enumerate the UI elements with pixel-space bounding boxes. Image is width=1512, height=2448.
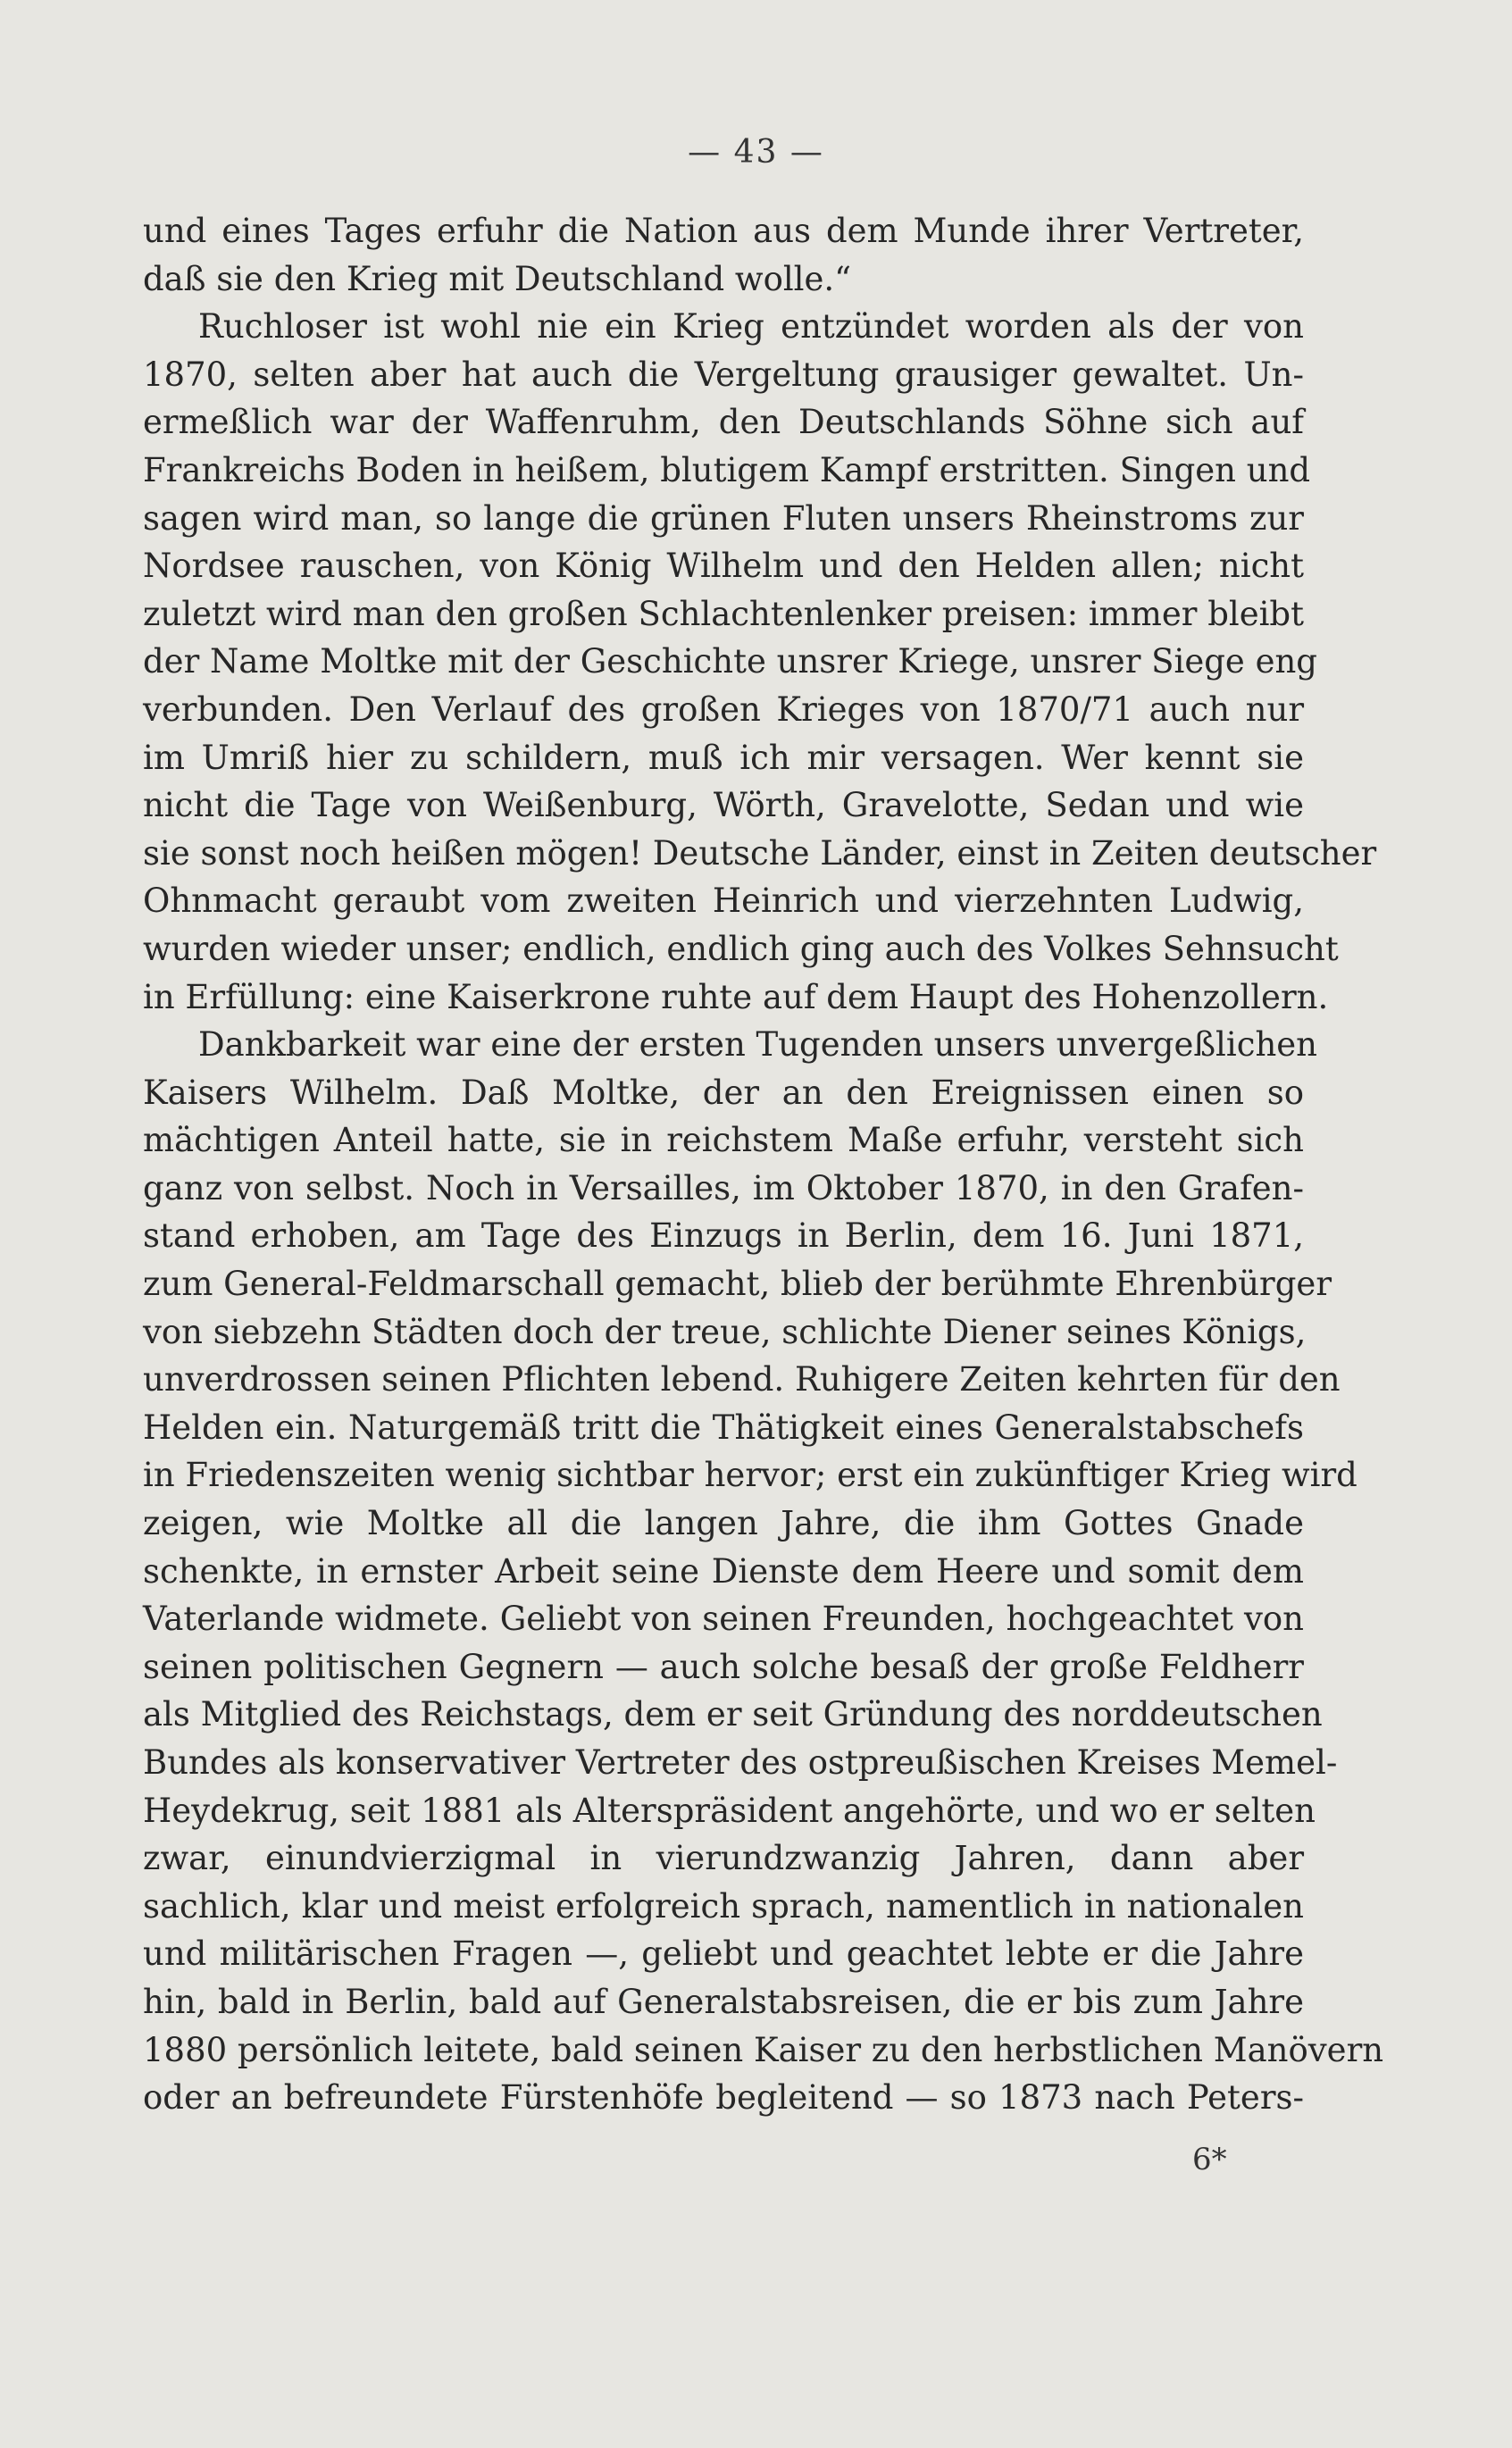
- text-line: sachlich, klar und meist erfolgreich sprach, namentlich in nationalen: [143, 1886, 1304, 1926]
- text-line: Kaisers Wilhelm. Daß Moltke, der an den Ereignissen einen so: [143, 1073, 1304, 1112]
- body-text: [143, 207, 1384, 2122]
- text-line: in Friedenszeiten wenig sichtbar hervor; erst ein zukünftiger Krieg wird: [143, 1456, 1357, 1495]
- text-line: verbunden. Den Verlauf des großen Krieges von 1870/71 auch nur: [143, 689, 1304, 729]
- text-line: mächtigen Anteil hatte, sie in reichstem Maße erfuhr, versteht sich: [143, 1121, 1304, 1160]
- text-line: Helden ein. Naturgemäß tritt die Thätigkeit eines Generalstabschefs: [143, 1408, 1304, 1447]
- text-line: Dankbarkeit war eine der ersten Tugenden unsers unvergeßlichen: [198, 1025, 1317, 1065]
- text-line: Nordsee rauschen, von König Wilhelm und den Helden allen; nicht: [143, 547, 1304, 586]
- text-line: Vaterlande widmete. Geliebt von seinen Freunden, hochgeachtet von: [143, 1600, 1304, 1639]
- text-line: Heydekrug, seit 1881 als Alterspräsident angehörte, und wo er selten: [143, 1791, 1316, 1830]
- text-line: zum General-Feldmarschall gemacht, blieb der berühmte Ehrenbürger: [143, 1265, 1332, 1304]
- text-line: 1870, selten aber hat auch die Vergeltung grausiger gewaltet. Un-: [143, 355, 1304, 394]
- text-line: ganz von selbst. Noch in Versailles, im Oktober 1870, in den Grafen-: [143, 1168, 1304, 1207]
- text-line: Frankreichs Boden in heißem, blutigem Kampf erstritten. Singen und: [143, 450, 1311, 489]
- text-line: in Erfüllung: eine Kaiserkrone ruhte auf dem Haupt des Hohenzollern.: [143, 977, 1329, 1016]
- text-line: sagen wird man, so lange die grünen Fluten unsers Rheinstroms zur: [143, 498, 1304, 538]
- text-line: wurden wieder unser; endlich, endlich ging auch des Volkes Sehnsucht: [143, 929, 1339, 968]
- text-line: Ruchloser ist wohl nie ein Krieg entzündet worden als der von: [198, 307, 1304, 347]
- text-line: Ohnmacht geraubt vom zweiten Heinrich und vierzehnten Ludwig,: [143, 881, 1304, 921]
- text-line: zwar, einundvierzigmal in vierundzwanzig Jahren, dann aber: [143, 1839, 1304, 1878]
- text-line: nicht die Tage von Weißenburg, Wörth, Gravelotte, Sedan und wie: [143, 786, 1304, 825]
- text-line: als Mitglied des Reichstags, dem er seit Gründung des norddeutschen: [143, 1695, 1323, 1734]
- text-line: stand erhoben, am Tage des Einzugs in Berlin, dem 16. Juni 1871,: [143, 1216, 1304, 1256]
- text-line: und eines Tages erfuhr die Nation aus dem Munde ihrer Vertreter,: [143, 212, 1304, 250]
- page-number: — 43 —: [688, 134, 824, 171]
- text-line: sie sonst noch heißen mögen! Deutsche Länder, einst in Zeiten deutscher: [143, 833, 1377, 873]
- text-line: von siebzehn Städten doch der treue, schlichte Diener seines Königs,: [143, 1312, 1307, 1351]
- text-line: unverdrossen seinen Pflichten lebend. Ruhigere Zeiten kehrten für den: [143, 1360, 1341, 1399]
- text-line: im Umriß hier zu schildern, muß ich mir versagen. Wer kennt sie: [143, 738, 1304, 777]
- text-line: Bundes als konservativer Vertreter des ostpreußischen Kreises Memel-: [143, 1743, 1338, 1782]
- text-line: oder an befreundete Fürstenhöfe begleitend — so 1873 nach Peters-: [143, 2078, 1304, 2118]
- text-line: hin, bald in Berlin, bald auf Generalstabsreisen, die er bis zum Jahre: [143, 1982, 1304, 2021]
- text-line: seinen politischen Gegnern — auch solche besaß der große Feldherr: [143, 1647, 1304, 1686]
- text-line: ermeßlich war der Waffenruhm, den Deutschlands Söhne sich auf: [143, 403, 1304, 442]
- text-line: 1880 persönlich leitete, bald seinen Kaiser zu den herbstlichen Manövern: [143, 2030, 1384, 2069]
- text-line: zuletzt wird man den großen Schlachtenlenker preisen: immer bleibt: [143, 594, 1304, 633]
- text-line: und militärischen Fragen —, geliebt und geachtet lebte er die Jahre: [143, 1934, 1304, 1974]
- text-line: der Name Moltke mit der Geschichte unsrer Kriege, unsrer Siege eng: [143, 642, 1317, 681]
- text-line: daß sie den Krieg mit Deutschland wolle.“: [143, 259, 852, 298]
- text-line: schenkte, in ernster Arbeit seine Dienste dem Heere und somit dem: [143, 1551, 1304, 1591]
- signature-mark: 6*: [1192, 2142, 1227, 2177]
- text-line: zeigen, wie Moltke all die langen Jahre, die ihm Gottes Gnade: [143, 1504, 1304, 1543]
